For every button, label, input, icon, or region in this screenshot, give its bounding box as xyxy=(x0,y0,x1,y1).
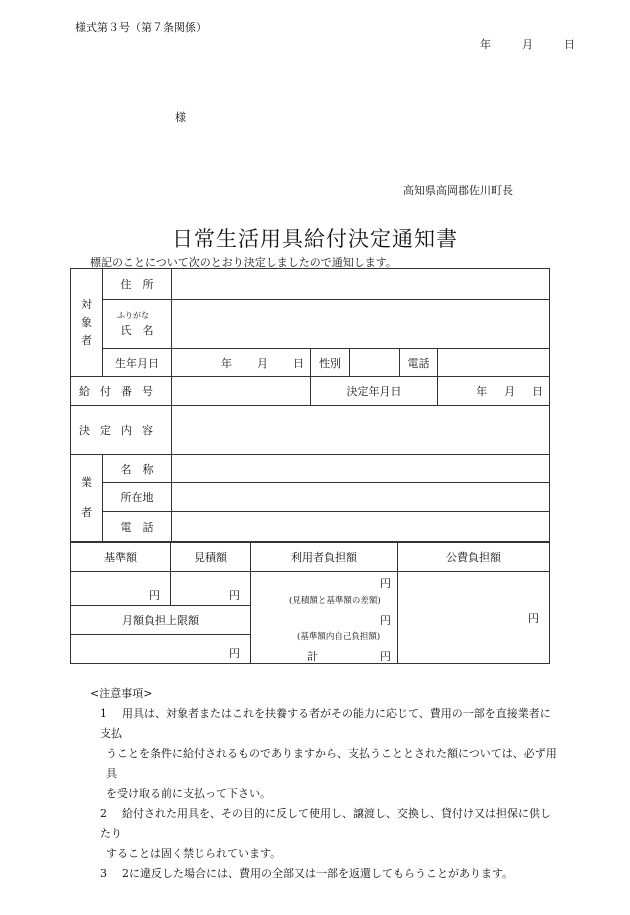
decision-content-label: 決定内容 xyxy=(71,406,172,455)
birth-year-label: 年 xyxy=(221,356,232,370)
vendor-location-label: 所在地 xyxy=(103,483,172,512)
name-label: 氏 名 xyxy=(120,324,154,337)
name-field[interactable] xyxy=(172,300,550,349)
furigana-label: ふりがな xyxy=(117,311,149,320)
note-2 xyxy=(90,804,560,844)
phone-field[interactable] xyxy=(438,349,550,377)
estimate-field[interactable] xyxy=(171,572,251,606)
estimate-label: 見積額 xyxy=(171,543,251,572)
vendor-label-char: 業 xyxy=(81,476,92,489)
gender-field[interactable] xyxy=(350,349,400,377)
base-amount-label: 基準額 xyxy=(71,543,171,572)
issuer: 高知県高岡郡佐川町長 xyxy=(403,184,513,197)
yen-unit: 円 xyxy=(380,614,391,627)
date-month-label: 月 xyxy=(522,38,533,51)
decision-date-field[interactable] xyxy=(438,377,550,406)
birth-day-label: 日 xyxy=(293,356,304,370)
self-burden-note: (基準額内自己負担額) xyxy=(297,632,381,642)
total-label: 計 xyxy=(307,650,318,663)
decision-month-label: 月 xyxy=(504,385,516,398)
application-form xyxy=(70,268,550,542)
note-3 xyxy=(90,864,560,884)
monthly-cap-label: 月額負担上限額 xyxy=(71,606,251,635)
vendor-label xyxy=(71,455,103,542)
phone-label: 電話 xyxy=(400,349,438,377)
note-text: 2に違反した場合には、費用の全部又は一部を返還してもらうことがあります。 xyxy=(122,867,514,880)
vendor-phone-label: 電 話 xyxy=(103,512,172,542)
base-amount-field[interactable] xyxy=(71,572,171,606)
note-1-line-2: うことを条件に給付されるものでありますから、支払うこととされた額については、必ず用具 xyxy=(106,747,557,780)
vendor-label-char: 者 xyxy=(81,506,92,519)
subject-label-char: 者 xyxy=(81,333,92,347)
birthdate-field[interactable] xyxy=(172,349,311,377)
public-burden-label: 公費負担額 xyxy=(398,543,550,572)
fee-table xyxy=(70,542,550,664)
note-1-line-3: を受け取る前に支払って下さい。 xyxy=(106,787,271,800)
grant-number-field[interactable] xyxy=(172,377,311,406)
note-number: 3 xyxy=(100,867,107,880)
date-day-label: 日 xyxy=(564,38,575,51)
issue-date xyxy=(480,36,575,52)
yen-unit: 円 xyxy=(380,650,391,663)
difference-note: (見積額と基準額の差額) xyxy=(289,596,381,606)
monthly-cap-field[interactable] xyxy=(71,635,251,664)
yen-unit: 円 xyxy=(528,611,539,625)
notes-section xyxy=(90,684,560,884)
notes-heading: <注意事項> xyxy=(90,687,153,700)
document-title: 日常生活用具給付決定通知書 xyxy=(172,227,458,251)
date-year-label: 年 xyxy=(480,38,491,51)
note-1 xyxy=(90,704,560,744)
grant-number-label: 給付番号 xyxy=(71,377,172,406)
decision-date-label: 決定年月日 xyxy=(311,377,438,406)
subject-label xyxy=(71,269,103,377)
yen-unit: 円 xyxy=(149,589,160,602)
subject-label-char: 対 xyxy=(81,297,92,311)
birth-month-label: 月 xyxy=(257,356,268,370)
note-number: 1 xyxy=(100,707,107,720)
decision-day-label: 日 xyxy=(532,385,544,398)
name-label-cell xyxy=(103,300,172,349)
intro-text: 標記のことについて次のとおり決定しましたので通知します。 xyxy=(90,256,397,269)
public-burden-field[interactable] xyxy=(398,572,550,664)
user-burden-field[interactable] xyxy=(251,572,398,664)
vendor-name-label: 名 称 xyxy=(103,455,172,483)
form-number: 様式第３号（第７条関係） xyxy=(75,21,207,34)
note-number: 2 xyxy=(100,807,107,820)
vendor-phone-field[interactable] xyxy=(172,512,550,542)
yen-unit: 円 xyxy=(229,589,240,602)
decision-year-label: 年 xyxy=(476,385,488,398)
subject-label-char: 象 xyxy=(81,315,92,329)
user-burden-label: 利用者負担額 xyxy=(251,543,398,572)
address-label: 住 所 xyxy=(103,269,172,300)
yen-unit: 円 xyxy=(229,647,240,660)
yen-unit: 円 xyxy=(380,577,391,590)
address-field[interactable] xyxy=(172,269,550,300)
vendor-location-field[interactable] xyxy=(172,483,550,512)
note-text: 給付された用具を、その目的に反して使用し、譲渡し、交換し、貸付け又は担保に供したり xyxy=(100,807,551,840)
note-2-line-2: することは固く禁じられています。 xyxy=(106,847,282,860)
recipient-suffix: 様 xyxy=(175,111,186,124)
vendor-name-field[interactable] xyxy=(172,455,550,483)
gender-label: 性別 xyxy=(311,349,350,377)
birthdate-label: 生年月日 xyxy=(103,349,172,377)
note-text: 用具は、対象者またはこれを扶養する者がその能力に応じて、費用の一部を直接業者に支払 xyxy=(100,707,551,740)
decision-content-field[interactable] xyxy=(172,406,550,455)
